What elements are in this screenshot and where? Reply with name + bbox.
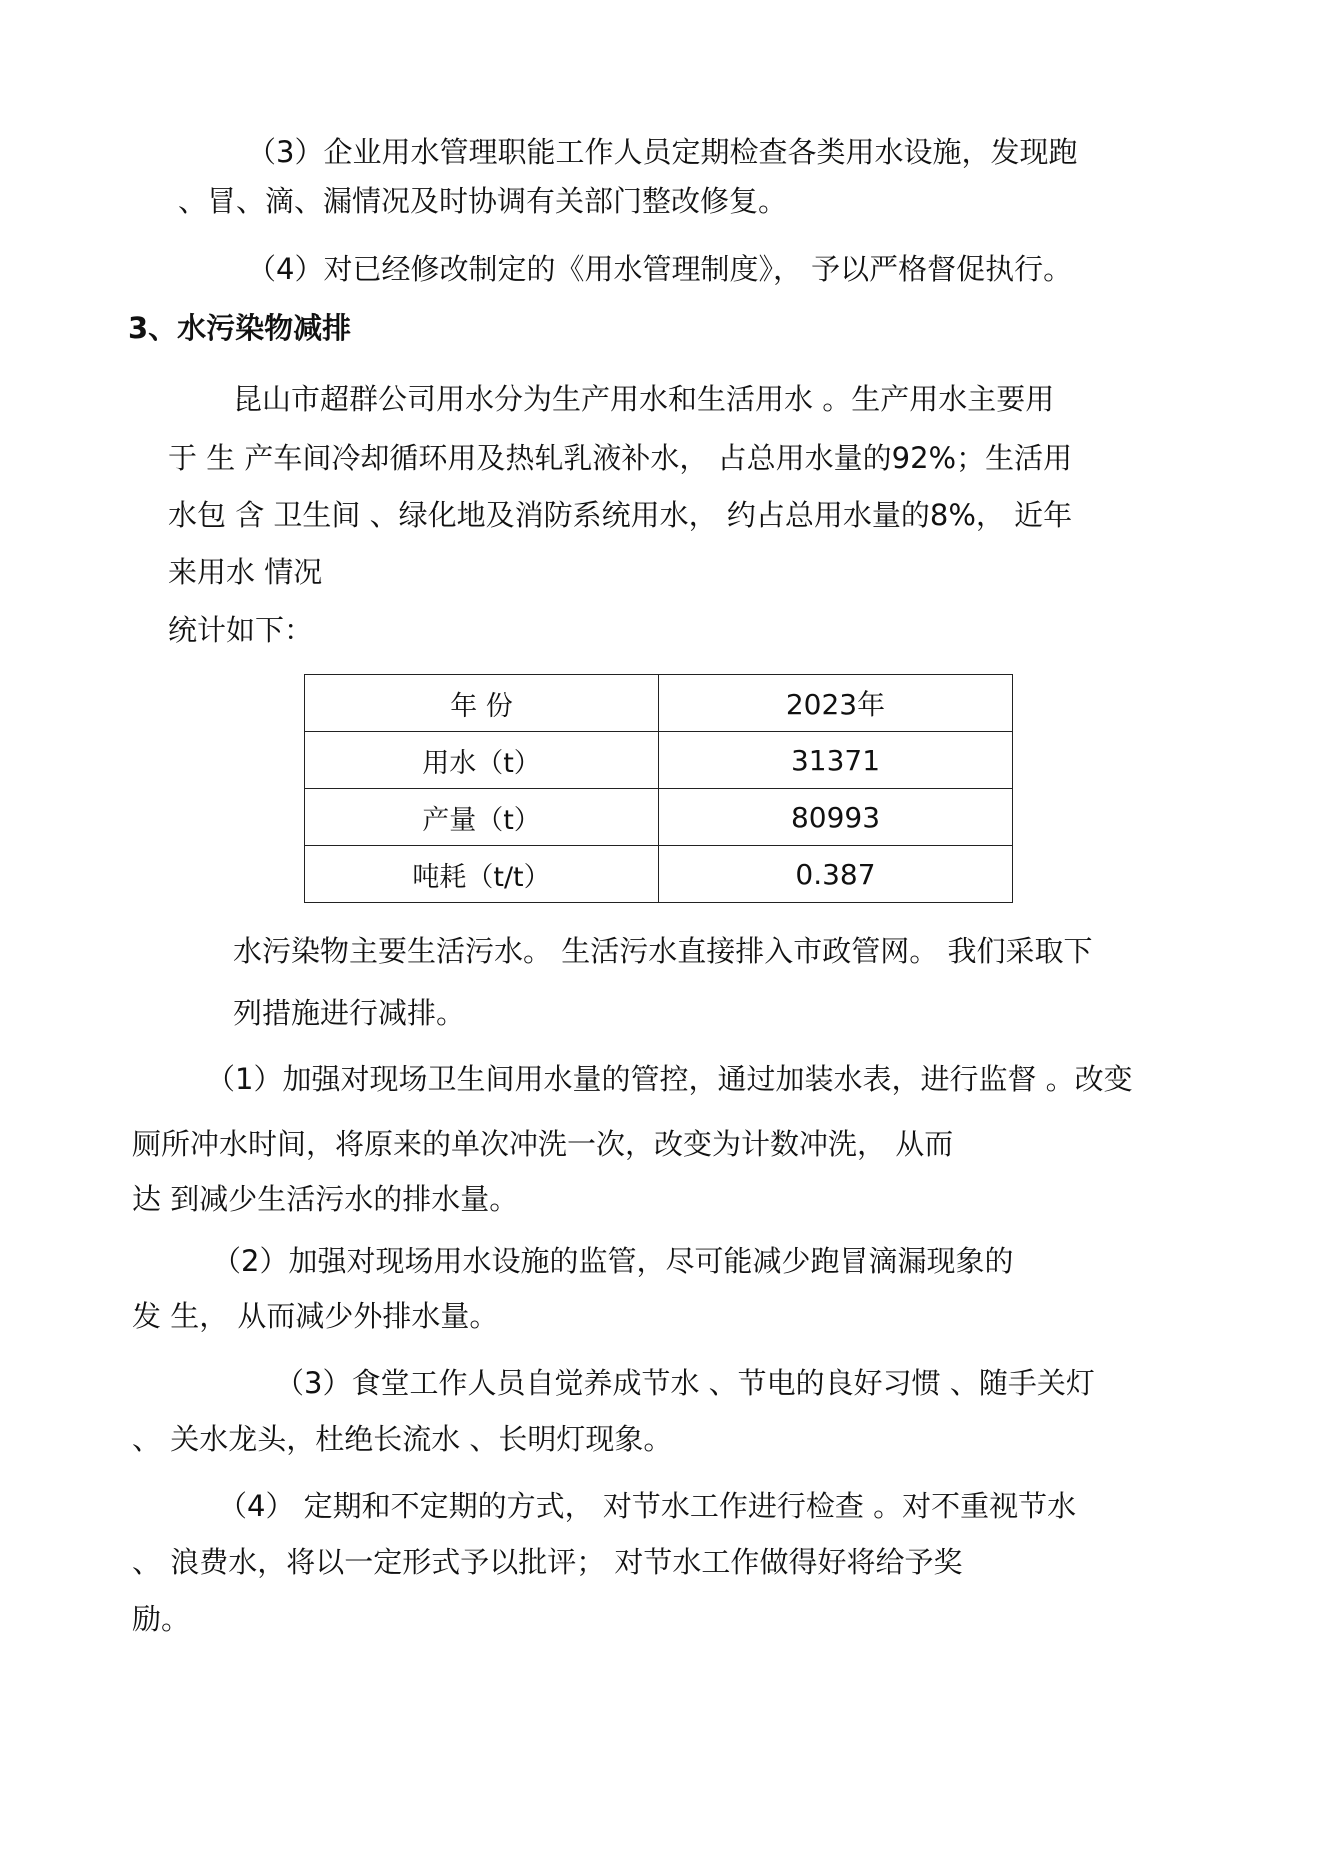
paragraph-line: 来用水 情况 xyxy=(168,555,323,589)
paragraph-line: （2）加强对现场用水设施的监管，尽可能减少跑冒滴漏现象的 xyxy=(212,1244,1014,1278)
paragraph-line: （4）对已经修改制定的《用水管理制度》， 予以严格督促执行。 xyxy=(247,252,1073,286)
paragraph-line: 列措施进行减排。 xyxy=(233,996,466,1030)
paragraph-line: 水包 含 卫生间 、绿化地及消防系统用水， 约占总用水量的8%， 近年 xyxy=(168,498,1073,532)
table-cell-label: 产量（t） xyxy=(305,789,659,846)
paragraph-line: （4） 定期和不定期的方式， 对节水工作进行检查 。对不重视节水 xyxy=(218,1489,1077,1523)
table-row xyxy=(305,732,1013,789)
table-cell-value: 31371 xyxy=(659,732,1013,789)
paragraph-line: 于 生 产车间冷却循环用及热轧乳液补水， 占总用水量的92%；生活用 xyxy=(168,441,1073,475)
water-usage-table xyxy=(304,674,1013,903)
paragraph-line: 昆山市超群公司用水分为生产用水和生活用水 。生产用水主要用 xyxy=(233,382,1055,416)
paragraph-line: 发 生， 从而减少外排水量。 xyxy=(132,1299,499,1333)
table-cell-label: 年 份 xyxy=(305,675,659,732)
paragraph-line: 厕所冲水时间，将原来的单次冲洗一次，改变为计数冲洗， 从而 xyxy=(132,1127,954,1161)
table-row xyxy=(305,675,1013,732)
paragraph-line: （3）企业用水管理职能工作人员定期检查各类用水设施，发现跑 xyxy=(247,135,1078,169)
paragraph-line: 、 关水龙头，杜绝长流水 、长明灯现象。 xyxy=(132,1422,673,1456)
paragraph-line: 、 浪费水，将以一定形式予以批评； 对节水工作做得好将给予奖 xyxy=(132,1545,963,1579)
paragraph-line: （1）加强对现场卫生间用水量的管控，通过加装水表，进行监督 。改变 xyxy=(206,1062,1133,1096)
table-cell-value: 0.387 xyxy=(659,846,1013,903)
paragraph-line: 统计如下： xyxy=(168,613,314,647)
section-heading: 3、水污染物减排 xyxy=(128,311,352,345)
paragraph-line: 达 到减少生活污水的排水量。 xyxy=(132,1182,519,1216)
paragraph-line: 、冒、滴、漏情况及时协调有关部门整改修复。 xyxy=(178,184,788,218)
paragraph-line: （3）食堂工作人员自觉养成节水 、节电的良好习惯 、随手关灯 xyxy=(275,1366,1095,1400)
paragraph-line: 水污染物主要生活污水。 生活污水直接排入市政管网。 我们采取下 xyxy=(233,934,1093,968)
table-cell-label: 用水（t） xyxy=(305,732,659,789)
table-cell-label: 吨耗（t/t） xyxy=(305,846,659,903)
table-cell-value: 2023年 xyxy=(659,675,1013,732)
paragraph-line: 励。 xyxy=(132,1602,191,1636)
table-cell-value: 80993 xyxy=(659,789,1013,846)
table-row xyxy=(305,789,1013,846)
table-row xyxy=(305,846,1013,903)
